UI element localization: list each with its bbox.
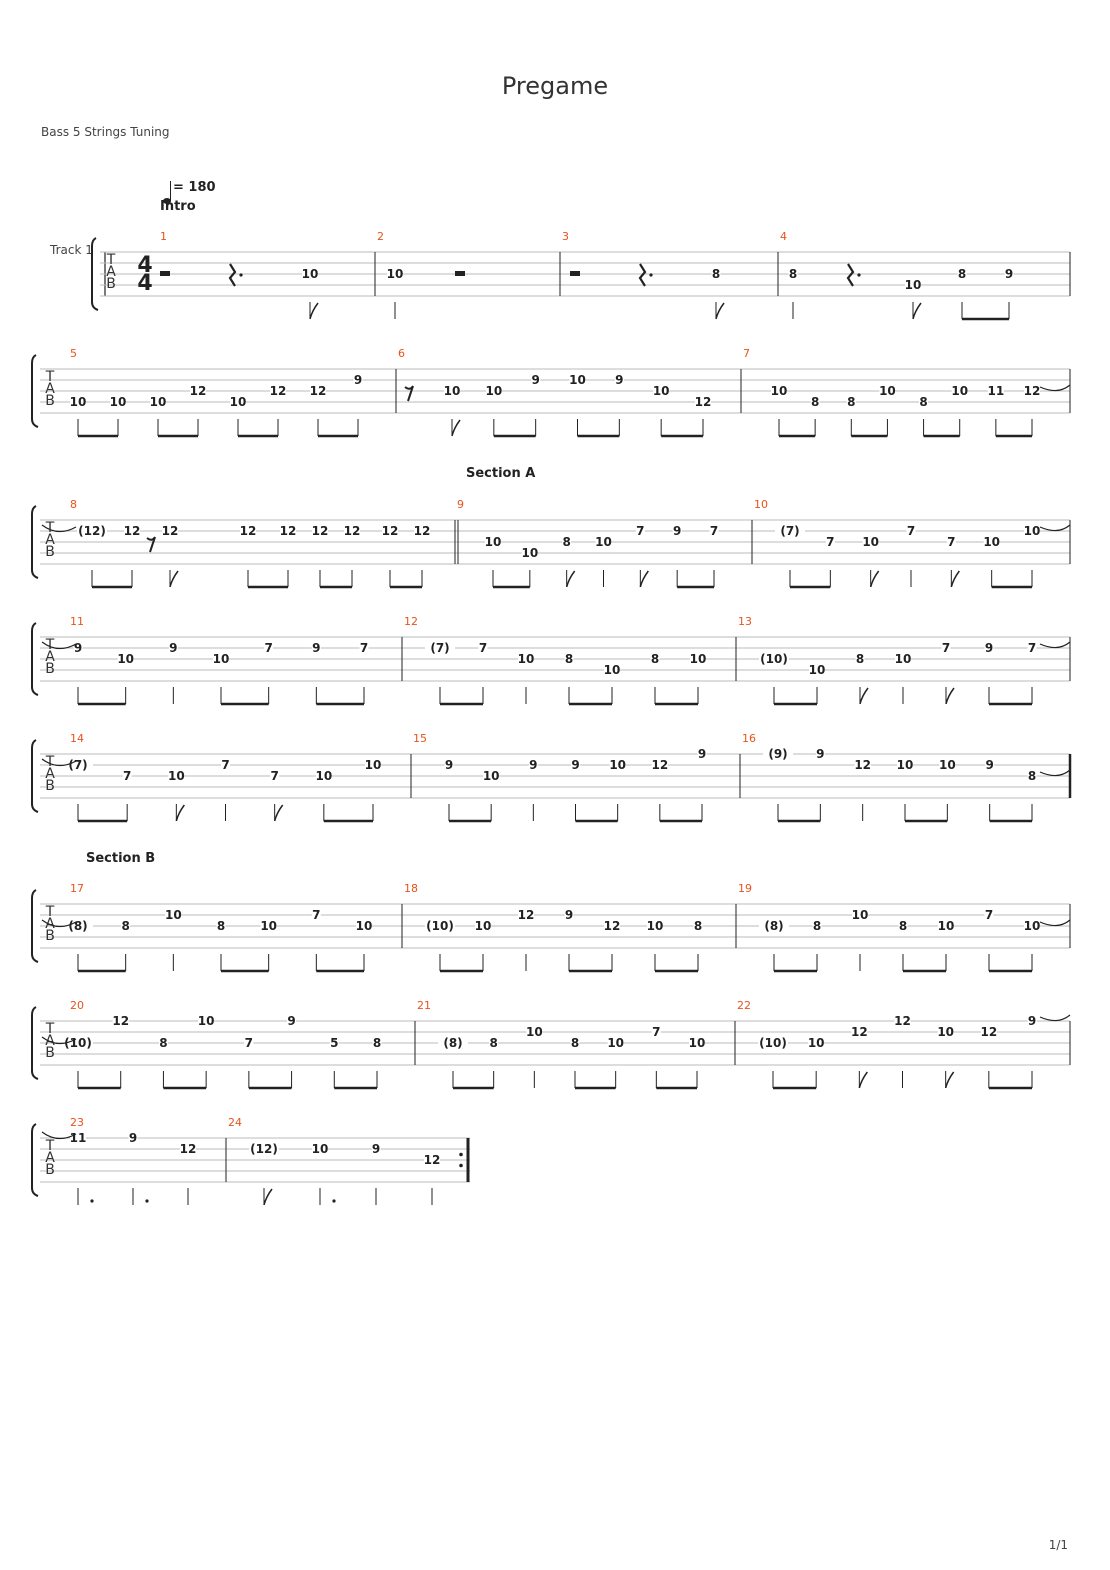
time-signature-digit: 4 [137, 253, 153, 278]
fret-number: 7 [941, 641, 951, 655]
fret-number: 12 [423, 1153, 441, 1167]
repeat-dot [459, 1164, 463, 1168]
fret-number: 10 [117, 652, 135, 666]
tab-letter: A [45, 649, 55, 665]
fret-number: 8 [810, 395, 820, 409]
fret-number: 12 [112, 1014, 130, 1028]
fret-number: 7 [221, 758, 230, 772]
half-rest [160, 271, 170, 276]
fret-number: 7 [826, 535, 835, 549]
fret-number: 10 [569, 373, 586, 387]
tab-system-svg [0, 1001, 1110, 1091]
fret-number: 7 [984, 908, 994, 922]
fret-number: 10 [807, 1036, 825, 1050]
measure-number: 12 [404, 615, 418, 628]
fret-number: 10 [229, 395, 247, 409]
fret-number: 10 [315, 769, 333, 783]
fret-number: 12 [343, 524, 361, 538]
measure-number: 5 [70, 347, 77, 360]
note-flag [871, 571, 879, 587]
note-flag [913, 303, 921, 319]
system-brace [32, 355, 38, 427]
fret-number: 10 [896, 758, 914, 772]
fret-number: (8) [443, 1036, 463, 1050]
fret-number: 11 [69, 1131, 87, 1145]
tab-system [0, 1001, 1110, 1091]
fret-number: 8 [855, 652, 865, 666]
tab-system-svg [0, 734, 1110, 824]
fret-number: 8 [788, 267, 798, 281]
fret-number: 9 [1027, 1014, 1037, 1028]
note-flag [452, 420, 460, 436]
tab-system [0, 617, 1110, 707]
fret-number: 9 [531, 373, 540, 387]
fret-number: 10 [149, 395, 167, 409]
fret-number: 8 [693, 919, 703, 933]
fret-number: 9 [564, 908, 574, 922]
note-flag [176, 805, 184, 821]
fret-number: 9 [444, 758, 454, 772]
track-label: Track 1 [50, 243, 93, 257]
fret-number: (12) [78, 524, 106, 538]
fret-number: 10 [167, 769, 185, 783]
system-brace [32, 1124, 38, 1196]
fret-number: 8 [919, 395, 928, 409]
system-brace [32, 1007, 38, 1079]
tab-system-svg [0, 349, 1110, 439]
fret-number: 12 [894, 1014, 911, 1028]
tie-arc [1040, 385, 1070, 391]
fret-number: (7) [430, 641, 450, 655]
system-brace [92, 238, 98, 310]
fret-number: 12 [279, 524, 297, 538]
tab-system [0, 349, 1110, 439]
fret-number: 10 [862, 535, 880, 549]
half-rest [570, 271, 580, 276]
fret-number: 8 [372, 1036, 382, 1050]
fret-number: 7 [312, 908, 321, 922]
measure-number: 19 [738, 882, 752, 895]
fret-number: (7) [68, 758, 88, 772]
section-a-label: Section A [466, 466, 536, 481]
fret-number: 10 [521, 546, 539, 560]
fret-number: 10 [688, 1036, 706, 1050]
fret-number: 10 [646, 919, 664, 933]
fret-number: 7 [359, 641, 369, 655]
fret-number: 5 [330, 1036, 339, 1050]
fret-number: 10 [301, 267, 319, 281]
tab-letter: T [45, 1138, 55, 1154]
fret-number: 12 [269, 384, 287, 398]
tie-arc [1040, 920, 1070, 926]
measure-number: 2 [377, 230, 384, 243]
fret-number: 8 [847, 395, 856, 409]
quarter-rest [640, 264, 645, 286]
fret-number: 10 [808, 663, 826, 677]
tab-system-svg [0, 884, 1110, 974]
tab-letter: B [45, 778, 55, 794]
tab-letter: A [106, 264, 116, 280]
fret-number: 8 [121, 919, 130, 933]
fret-number: 12 [161, 524, 179, 538]
tab-letter: T [45, 904, 55, 920]
fret-number: 9 [571, 758, 580, 772]
tab-system [0, 1118, 1110, 1208]
fret-number: 10 [951, 384, 969, 398]
tab-letter: B [45, 1045, 55, 1061]
fret-number: 9 [672, 524, 682, 538]
fret-number: 7 [264, 641, 273, 655]
fret-number: 10 [443, 384, 461, 398]
tab-letter: T [45, 369, 55, 385]
measure-number: 4 [780, 230, 787, 243]
fret-number: (8) [68, 919, 88, 933]
fret-number: 10 [212, 652, 230, 666]
measure-number: 8 [70, 498, 77, 511]
fret-number: 10 [260, 919, 278, 933]
fret-number: 10 [609, 758, 627, 772]
fret-number: (8) [764, 919, 784, 933]
fret-number: 10 [484, 535, 502, 549]
fret-number: 10 [595, 535, 612, 549]
tab-letter: A [45, 532, 55, 548]
fret-number: 9 [697, 747, 707, 761]
fret-number: 12 [980, 1025, 998, 1039]
fret-number: 10 [603, 663, 621, 677]
fret-number: 10 [689, 652, 707, 666]
system-brace [32, 890, 38, 962]
tab-system-svg [0, 1118, 1110, 1208]
tab-system-svg [0, 232, 1110, 322]
fret-number: 10 [386, 267, 404, 281]
measure-number: 9 [457, 498, 464, 511]
fret-number: 9 [287, 1014, 296, 1028]
fret-number: 9 [73, 641, 83, 655]
measure-number: 18 [404, 882, 418, 895]
fret-number: 9 [169, 641, 178, 655]
note-flag [716, 303, 724, 319]
rhythm-dot [145, 1199, 148, 1202]
fret-number: 10 [1023, 524, 1041, 538]
fret-number: 12 [854, 758, 872, 772]
quarter-rest [848, 264, 853, 286]
note-flag [275, 805, 283, 821]
fret-number: 10 [983, 535, 1001, 549]
tab-letter: B [45, 661, 55, 677]
fret-number: 8 [650, 652, 660, 666]
fret-number: 10 [69, 395, 87, 409]
measure-number: 21 [417, 999, 431, 1012]
fret-number: (12) [250, 1142, 278, 1156]
measure-number: 1 [160, 230, 167, 243]
note-flag [640, 571, 648, 587]
fret-number: 7 [709, 524, 719, 538]
fret-number: 10 [109, 395, 127, 409]
note-flag [860, 688, 868, 704]
fret-number: 8 [159, 1036, 168, 1050]
fret-number: 10 [607, 1036, 625, 1050]
tab-system [0, 232, 1110, 322]
repeat-dot [459, 1153, 463, 1157]
tie-arc [1040, 525, 1070, 531]
fret-number: 9 [529, 758, 538, 772]
note-flag [264, 1189, 272, 1205]
fret-number: (10) [759, 1036, 787, 1050]
tempo-note-stem [170, 181, 171, 201]
note-flag [859, 1072, 867, 1088]
tab-letter: T [106, 252, 116, 268]
fret-number: 7 [244, 1036, 254, 1050]
fret-number: 10 [485, 384, 503, 398]
fret-number: 8 [564, 652, 574, 666]
fret-number: 10 [937, 1025, 955, 1039]
fret-number: 10 [517, 652, 535, 666]
tie-arc [1040, 642, 1070, 648]
song-title: Pregame [501, 72, 609, 100]
measure-number: 7 [743, 347, 750, 360]
system-brace [32, 506, 38, 578]
time-signature-digit: 4 [137, 271, 153, 296]
fret-number: 8 [812, 919, 822, 933]
tab-letter: B [106, 276, 116, 292]
tab-letter: A [45, 1150, 55, 1166]
tab-letter: A [45, 916, 55, 932]
fret-number: 10 [474, 919, 492, 933]
fret-number: (7) [780, 524, 800, 538]
tie-arc [1040, 1015, 1070, 1021]
fret-number: 12 [517, 908, 535, 922]
fret-number: 7 [906, 524, 916, 538]
rhythm-dot [332, 1199, 335, 1202]
fret-number: (9) [768, 747, 788, 761]
fret-number: 12 [189, 384, 207, 398]
rhythm-dot [857, 273, 860, 276]
tab-letter: B [45, 928, 55, 944]
fret-number: 9 [615, 373, 624, 387]
tie-arc [1040, 770, 1070, 776]
tab-letter: T [45, 754, 55, 770]
rhythm-dot [239, 273, 242, 276]
fret-number: 12 [309, 384, 327, 398]
measure-number: 24 [228, 1116, 242, 1129]
tab-letter: B [45, 544, 55, 560]
fret-number: 10 [652, 384, 670, 398]
fret-number: 8 [957, 267, 967, 281]
tab-letter: A [45, 381, 55, 397]
fret-number: 8 [570, 1036, 580, 1050]
fret-number: 7 [1027, 641, 1037, 655]
tab-system [0, 884, 1110, 974]
fret-number: 10 [164, 908, 182, 922]
fret-number: 12 [850, 1025, 868, 1039]
tab-system [0, 500, 1110, 590]
fret-number: 10 [879, 384, 896, 398]
measure-number: 11 [70, 615, 84, 628]
measure-number: 6 [398, 347, 405, 360]
tab-system-svg [0, 617, 1110, 707]
fret-number: 8 [489, 1036, 498, 1050]
fret-number: 10 [851, 908, 869, 922]
fret-number: 10 [482, 769, 500, 783]
fret-number: 12 [1023, 384, 1041, 398]
fret-number: 10 [197, 1014, 215, 1028]
system-brace [32, 623, 38, 695]
fret-number: 12 [381, 524, 399, 538]
tab-letter: T [45, 520, 55, 536]
measure-number: 3 [562, 230, 569, 243]
fret-number: (10) [426, 919, 454, 933]
measure-number: 20 [70, 999, 84, 1012]
fret-number: 7 [478, 641, 488, 655]
note-flag [946, 1072, 954, 1088]
tab-letter: B [45, 393, 55, 409]
fret-number: 9 [312, 641, 321, 655]
section-b-label: Section B [86, 851, 156, 866]
fret-number: 9 [1004, 267, 1014, 281]
fret-number: 10 [1023, 919, 1041, 933]
fret-number: 10 [311, 1142, 329, 1156]
rhythm-dot [90, 1199, 93, 1202]
fret-number: 12 [123, 524, 141, 538]
note-flag [310, 303, 318, 319]
measure-number: 13 [738, 615, 752, 628]
fret-number: 12 [694, 395, 712, 409]
fret-number: 8 [711, 267, 721, 281]
fret-number: 10 [904, 278, 922, 292]
quarter-rest [230, 264, 235, 286]
fret-number: 7 [652, 1025, 661, 1039]
fret-number: 12 [651, 758, 669, 772]
measure-number: 10 [754, 498, 768, 511]
note-flag [170, 571, 178, 587]
system-brace [32, 740, 38, 812]
fret-number: 9 [128, 1131, 138, 1145]
fret-number: 10 [894, 652, 912, 666]
note-flag [951, 571, 959, 587]
tab-letter: A [45, 1033, 55, 1049]
tuning-label: Bass 5 Strings Tuning [41, 125, 170, 139]
tab-system-svg [0, 500, 1110, 590]
rhythm-dot [649, 273, 652, 276]
fret-number: 7 [122, 769, 132, 783]
note-flag [567, 571, 575, 587]
fret-number: 7 [270, 769, 279, 783]
fret-number: 9 [816, 747, 825, 761]
fret-number: 12 [311, 524, 329, 538]
page-number: 1/1 [1048, 1538, 1068, 1552]
measure-number: 17 [70, 882, 84, 895]
tab-letter: T [45, 1021, 55, 1037]
fret-number: 11 [987, 384, 1005, 398]
fret-number: 9 [984, 641, 994, 655]
tab-letter: A [45, 766, 55, 782]
fret-number: 10 [364, 758, 382, 772]
fret-number: 8 [216, 919, 226, 933]
fret-number: 12 [179, 1142, 197, 1156]
eighth-rest [405, 386, 413, 401]
fret-number: 9 [353, 373, 363, 387]
tab-system [0, 734, 1110, 824]
half-rest [455, 271, 465, 276]
measure-number: 22 [737, 999, 751, 1012]
fret-number: 9 [371, 1142, 381, 1156]
tab-letter: B [45, 1162, 55, 1178]
fret-number: 8 [562, 535, 571, 549]
fret-number: 12 [413, 524, 431, 538]
fret-number: 8 [1027, 769, 1037, 783]
measure-number: 14 [70, 732, 84, 745]
tab-letter: T [45, 637, 55, 653]
fret-number: (10) [760, 652, 788, 666]
fret-number: 10 [938, 758, 956, 772]
tempo-marking: = 180 [173, 180, 216, 195]
fret-number: 10 [937, 919, 955, 933]
measure-number: 16 [742, 732, 756, 745]
fret-number: (10) [64, 1036, 92, 1050]
fret-number: 12 [603, 919, 621, 933]
fret-number: 7 [636, 524, 645, 538]
measure-number: 15 [413, 732, 427, 745]
fret-number: 10 [770, 384, 788, 398]
fret-number: 8 [898, 919, 908, 933]
fret-number: 7 [947, 535, 956, 549]
fret-number: 10 [525, 1025, 543, 1039]
note-flag [946, 688, 954, 704]
eighth-rest [147, 537, 155, 552]
fret-number: 9 [985, 758, 994, 772]
fret-number: 12 [239, 524, 257, 538]
measure-number: 23 [70, 1116, 84, 1129]
intro-label: Intro [160, 199, 196, 214]
fret-number: 10 [355, 919, 373, 933]
